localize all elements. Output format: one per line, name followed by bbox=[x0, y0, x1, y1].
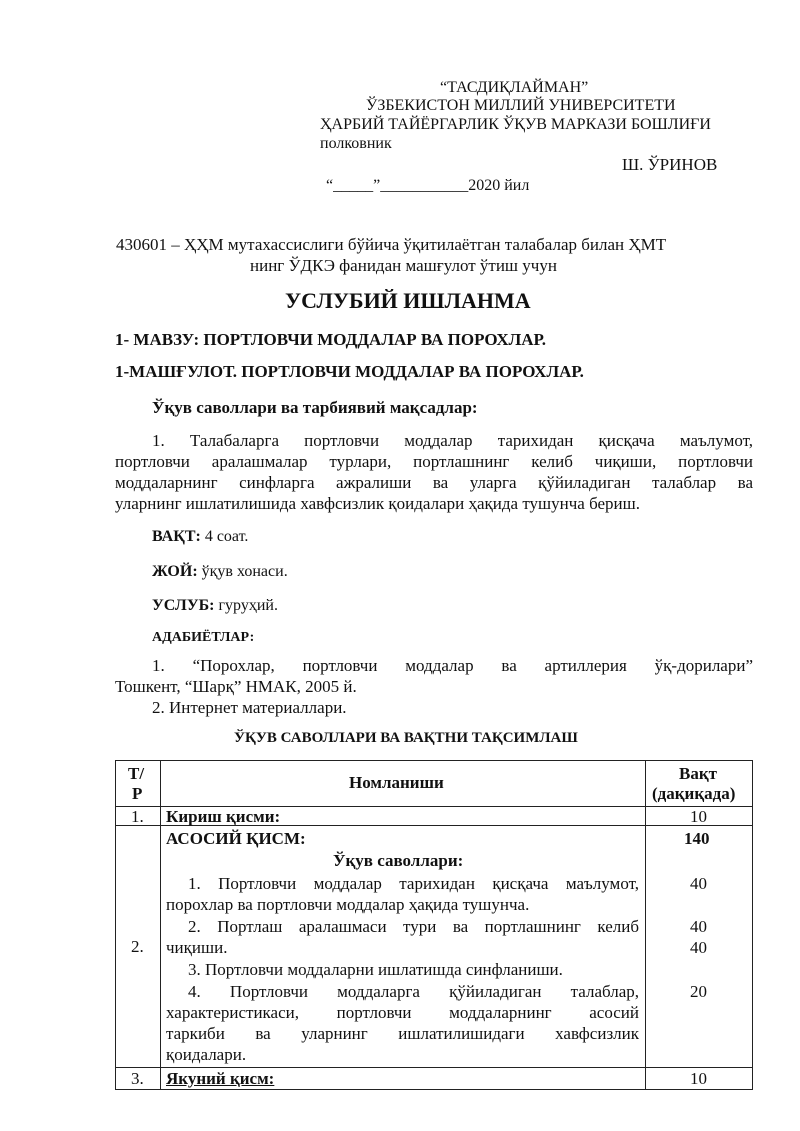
header-num-2: Р bbox=[132, 784, 143, 803]
header-time-2: (дақиқада) bbox=[652, 784, 736, 803]
goals-heading: Ўқув саволлари ва тарбиявий мақсадлар: bbox=[152, 398, 478, 417]
topic-heading: 1- МАВЗУ: ПОРТЛОВЧИ МОДДАЛАР ВА ПОРОХЛАР. bbox=[115, 330, 547, 349]
row3-time: 10 bbox=[690, 1069, 707, 1088]
goals-line: 1. Талабаларга портловчи моддалар тарихидан қисқача маълумот, bbox=[152, 431, 753, 450]
time-line: ВАҚТ: 4 соат. bbox=[152, 528, 249, 545]
literature-heading: АДАБИЁТЛАР: bbox=[152, 630, 255, 645]
literature-item-1: 1. “Порохлар, портловчи моддалар ва артиллерия ўқ-дорилари” bbox=[152, 656, 753, 675]
question-3: 3. Портловчи моддаларни ишлатишда синфланиши. bbox=[188, 960, 563, 979]
row1-time: 10 bbox=[690, 807, 707, 826]
literature-item-1-cont: Тошкент, “Шарқ” НМАК, 2005 й. bbox=[115, 677, 357, 696]
header-name: Номланиши bbox=[349, 773, 444, 792]
approval-title: “ТАСДИҚЛАЙМАН” bbox=[440, 79, 589, 96]
place-line: ЖОЙ: ўқув хонаси. bbox=[152, 563, 288, 580]
question-1-cont: порохлар ва портловчи моддалар ҳақида тушунча. bbox=[166, 895, 530, 914]
document-title: УСЛУБИЙ ИШЛАНМА bbox=[285, 288, 531, 313]
approval-rank: полковник bbox=[320, 135, 392, 152]
question-2: 2. Портлаш аралашмаси тури ва портлашнинг келиб bbox=[188, 917, 639, 936]
header-time-1: Вақт bbox=[679, 764, 717, 783]
question-4-cont: характеристикаси, портловчи моддаларнинг асосий bbox=[166, 1003, 639, 1022]
schedule-table bbox=[115, 760, 753, 1090]
question-2-time: 40 bbox=[690, 917, 707, 936]
row2-title: АСОСИЙ ҚИСМ: bbox=[166, 829, 306, 848]
table-caption: ЎҚУВ САВОЛЛАРИ ВА ВАҚТНИ ТАҚСИМЛАШ bbox=[234, 730, 578, 746]
method-line: УСЛУБ: гуруҳий. bbox=[152, 597, 278, 614]
question-2-cont: чиқиши. bbox=[166, 938, 228, 957]
row3-name: Якуний қисм: bbox=[166, 1069, 275, 1088]
goals-line: портловчи аралашмалар турлари, портлашнинг келиб чиқиши, портловчи bbox=[115, 452, 753, 471]
question-4-cont: қоидалари. bbox=[166, 1045, 247, 1064]
row1-num: 1. bbox=[131, 807, 144, 826]
question-4: 4. Портловчи моддаларга қўйиладиган талаблар, bbox=[188, 982, 639, 1001]
question-1-time: 40 bbox=[690, 874, 707, 893]
approval-signatory: Ш. ЎРИНОВ bbox=[622, 155, 718, 174]
row3-num: 3. bbox=[131, 1069, 144, 1088]
purpose-line-2: нинг ЎДКЭ фанидан машғулот ўтиш учун bbox=[250, 256, 557, 275]
question-4-cont: таркиби ва уларнинг ишлатилишидаги хавфсизлик bbox=[166, 1024, 639, 1043]
question-1: 1. Портловчи моддалар тарихидан қисқача маълумот, bbox=[188, 874, 639, 893]
row2-subheading: Ўқув саволлари: bbox=[333, 851, 464, 870]
lesson-heading: 1-МАШҒУЛОТ. ПОРТЛОВЧИ МОДДАЛАР ВА ПОРОХЛАР. bbox=[115, 362, 584, 381]
goals-line: моддаларнинг синфларга ажралиши ва уларга қўйиладиган талаблар ва bbox=[115, 473, 753, 492]
row1-name: Кириш қисми: bbox=[166, 807, 281, 826]
goals-line: уларнинг ишлатилишида хавфсизлик қоидалари ҳақида тушунча бериш. bbox=[115, 494, 640, 513]
header-num-1: Т/ bbox=[128, 764, 145, 783]
approval-center-head: ҲАРБИЙ ТАЙЁРГАРЛИК ЎҚУВ МАРКАЗИ БОШЛИҒИ bbox=[320, 116, 711, 133]
question-4-time: 20 bbox=[690, 982, 707, 1001]
approval-date: “_____”___________2020 йил bbox=[326, 177, 530, 194]
literature-item-2: 2. Интернет материаллари. bbox=[152, 698, 347, 717]
question-3-time: 40 bbox=[690, 938, 707, 957]
purpose-line-1: 430601 – ҲҲМ мутахассислиги бўйича ўқитилаётган талабалар билан ҲМТ bbox=[116, 235, 667, 254]
row2-title-time: 140 bbox=[684, 829, 710, 848]
approval-university: ЎЗБЕКИСТОН МИЛЛИЙ УНИВЕРСИТЕТИ bbox=[366, 97, 676, 114]
row2-num: 2. bbox=[131, 937, 144, 956]
